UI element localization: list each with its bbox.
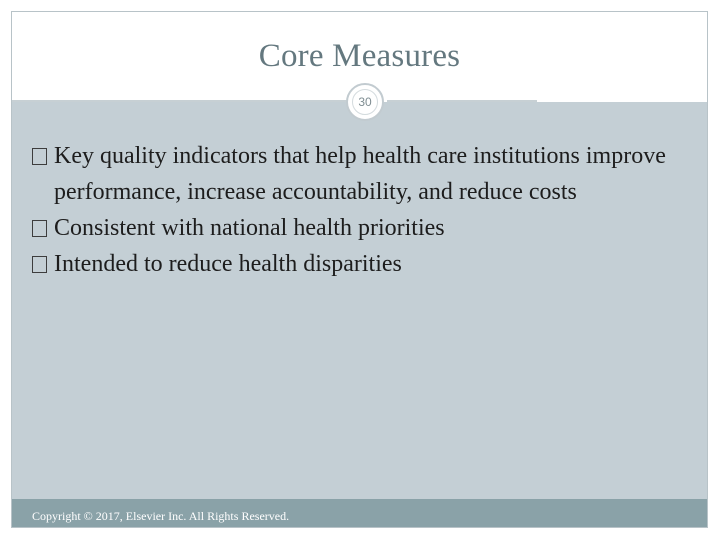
missing-glyph-bullet-icon: [32, 148, 47, 165]
bullet-item: [30, 210, 670, 246]
page-number: 30: [352, 89, 378, 115]
bullet-text: Consistent with national health priorities: [54, 215, 445, 241]
missing-glyph-bullet-icon: [32, 220, 47, 237]
copyright-text: Copyright © 2017, Elsevier Inc. All Rights Reserved.: [32, 509, 290, 523]
footer-bar: [12, 499, 707, 528]
slide-title: Core Measures: [258, 38, 461, 74]
slide-frame: [11, 11, 708, 528]
bullet-text: Intended to reduce health disparities: [54, 251, 402, 277]
bullet-item: [30, 138, 670, 210]
bullet-list: [30, 138, 670, 282]
bullet-text: Key quality indicators that help health care institutions improve performance, increase accountability, and reduce costs: [54, 143, 666, 205]
page-number-badge: [346, 83, 384, 121]
bullet-item: [30, 246, 670, 282]
missing-glyph-bullet-icon: [32, 256, 47, 273]
